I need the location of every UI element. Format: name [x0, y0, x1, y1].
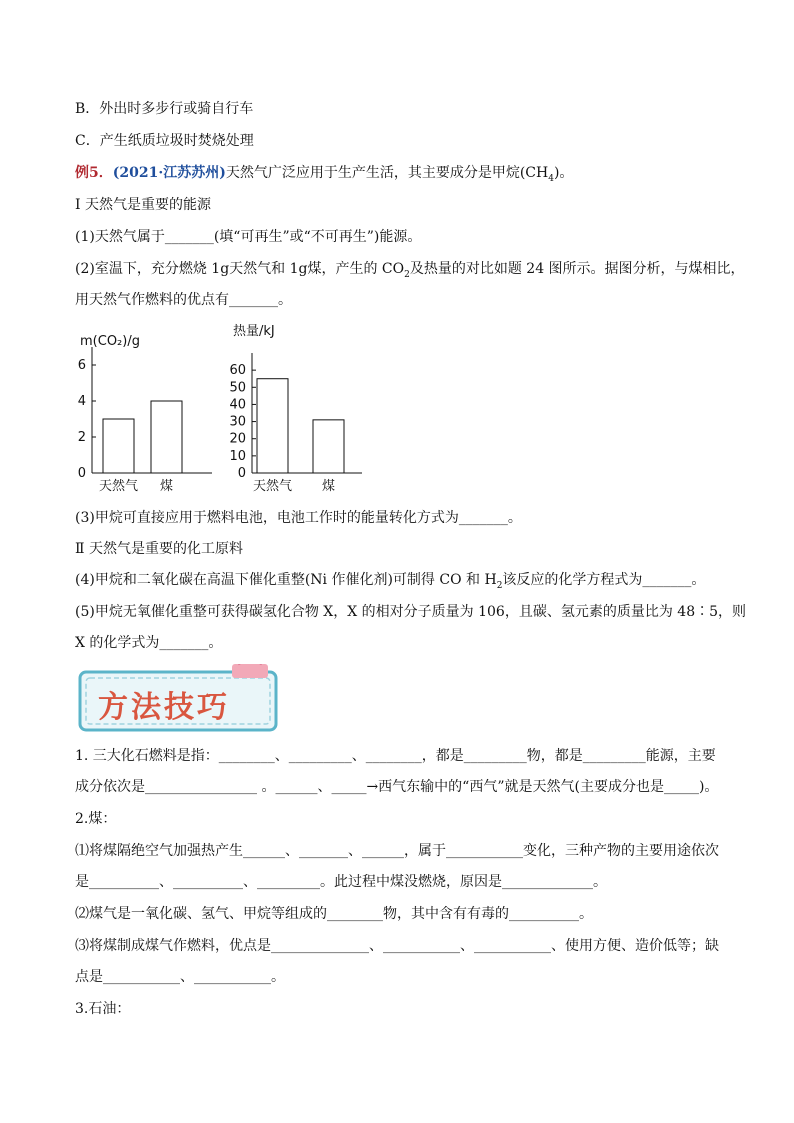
subscript: 2 — [404, 269, 410, 280]
question-2-line-1 — [75, 259, 745, 285]
example-text-end: )。 — [553, 165, 574, 181]
example-source: (2021·江苏苏州) — [112, 165, 226, 181]
subscript: 4 — [548, 173, 554, 184]
x-category-label: 天然气 — [252, 479, 293, 494]
method-tips-banner — [76, 664, 280, 734]
tip-1-line-1: 1. 三大化石燃料是指：________、_________、________，都是_________物，都是_________能源，主要 — [75, 748, 716, 764]
y-tick-label: 0 — [237, 466, 246, 481]
question-2-line-2: 用天然气作燃料的优点有_______。 — [75, 292, 292, 308]
question-2-text-cont: 及热量的对比如题 24 图所示。据图分析，与煤相比， — [409, 261, 745, 277]
y-tick-label: 40 — [229, 397, 246, 413]
y-tick-label: 20 — [229, 431, 246, 447]
question-5-line-1: (5)甲烷无氧催化重整可获得碳氢化合物 X，X 的相对分子质量为 106，且碳、氢元素的质量比为 48∶5，则 — [75, 604, 747, 620]
option-c: C．产生纸质垃圾时焚烧处理 — [75, 133, 254, 149]
tip-1-line-2: 成分依次是________________ 。______、_____→西气东输中的“西气”就是天然气(主要成分也是_____)。 — [75, 779, 719, 795]
x-category-label: 煤 — [321, 479, 336, 494]
tip-2-3-line-1: ⑶将煤制成煤气作燃料，优点是______________、___________、___________、使用方便、造价低等；缺 — [75, 938, 719, 954]
bar-煤 — [151, 401, 182, 473]
subscript: 2 — [496, 580, 503, 591]
bar-天然气 — [103, 419, 134, 473]
heat-chart — [220, 318, 380, 503]
question-2-text: (2)室温下，充分燃烧 1g天然气和 1g煤，产生的 CO — [75, 261, 405, 277]
question-3: (3)甲烷可直接应用于燃料电池，电池工作时的能量转化方式为_______。 — [75, 510, 522, 526]
example-text: 天然气广泛应用于生产生活，其主要成分是甲烷(CH — [225, 165, 549, 181]
question-1: (1)天然气属于_______(填“可再生”或“不可再生”)能源。 — [75, 229, 422, 245]
section-2-heading: Ⅱ 天然气是重要的化工原料 — [75, 541, 243, 557]
question-4-text: (4)甲烷和二氧化碳在高温下催化重整(Ni 作催化剂)可制得 CO 和 H — [75, 572, 497, 588]
y-tick-label: 10 — [229, 448, 246, 464]
clip-icon — [232, 664, 268, 678]
y-tick-label: 2 — [77, 430, 86, 445]
y-tick-label: 60 — [229, 363, 246, 379]
section-1-heading: Ⅰ 天然气是重要的能源 — [75, 197, 211, 213]
tip-2-heading: 2.煤： — [75, 811, 117, 827]
tip-2-2: ⑵煤气是一氧化碳、氢气、甲烷等组成的________物，其中含有有毒的__________。 — [75, 906, 593, 922]
bar-煤 — [313, 420, 344, 473]
x-category-label: 天然气 — [98, 479, 139, 494]
tip-2-1-line-1: ⑴将煤隔绝空气加强热产生______、_______、______，属于___________变化，三种产物的主要用途依次 — [75, 843, 719, 859]
y-tick-label: 4 — [77, 394, 86, 409]
y-axis-label: 热量/kJ — [233, 324, 275, 339]
y-tick-label: 6 — [77, 358, 86, 373]
banner-title: 方法技巧 — [98, 690, 230, 725]
co2-chart-svg — [60, 325, 230, 505]
bar-天然气 — [257, 379, 288, 473]
heat-chart-svg — [220, 318, 380, 503]
option-b: B．外出时多步行或骑自行车 — [75, 101, 254, 117]
tip-2-3-line-2: 点是___________、___________。 — [75, 969, 285, 985]
x-category-label: 煤 — [159, 479, 174, 494]
example-label: 例5． — [75, 165, 113, 181]
y-tick-label: 0 — [77, 466, 86, 481]
y-axis-label: m(CO₂)/g — [80, 334, 140, 349]
question-4 — [75, 570, 705, 596]
y-tick-label: 50 — [229, 380, 246, 396]
question-5-line-2: X 的化学式为_______。 — [75, 635, 223, 651]
tip-2-1-line-2: 是__________、__________、_________。此过程中煤没燃烧，原因是_____________。 — [75, 874, 607, 890]
tip-3-heading: 3.石油： — [75, 1001, 131, 1017]
y-tick-label: 30 — [229, 414, 246, 430]
co2-chart — [60, 325, 230, 505]
example5-stem — [75, 163, 573, 189]
question-4-text-cont: 该反应的化学方程式为_______。 — [502, 572, 706, 588]
